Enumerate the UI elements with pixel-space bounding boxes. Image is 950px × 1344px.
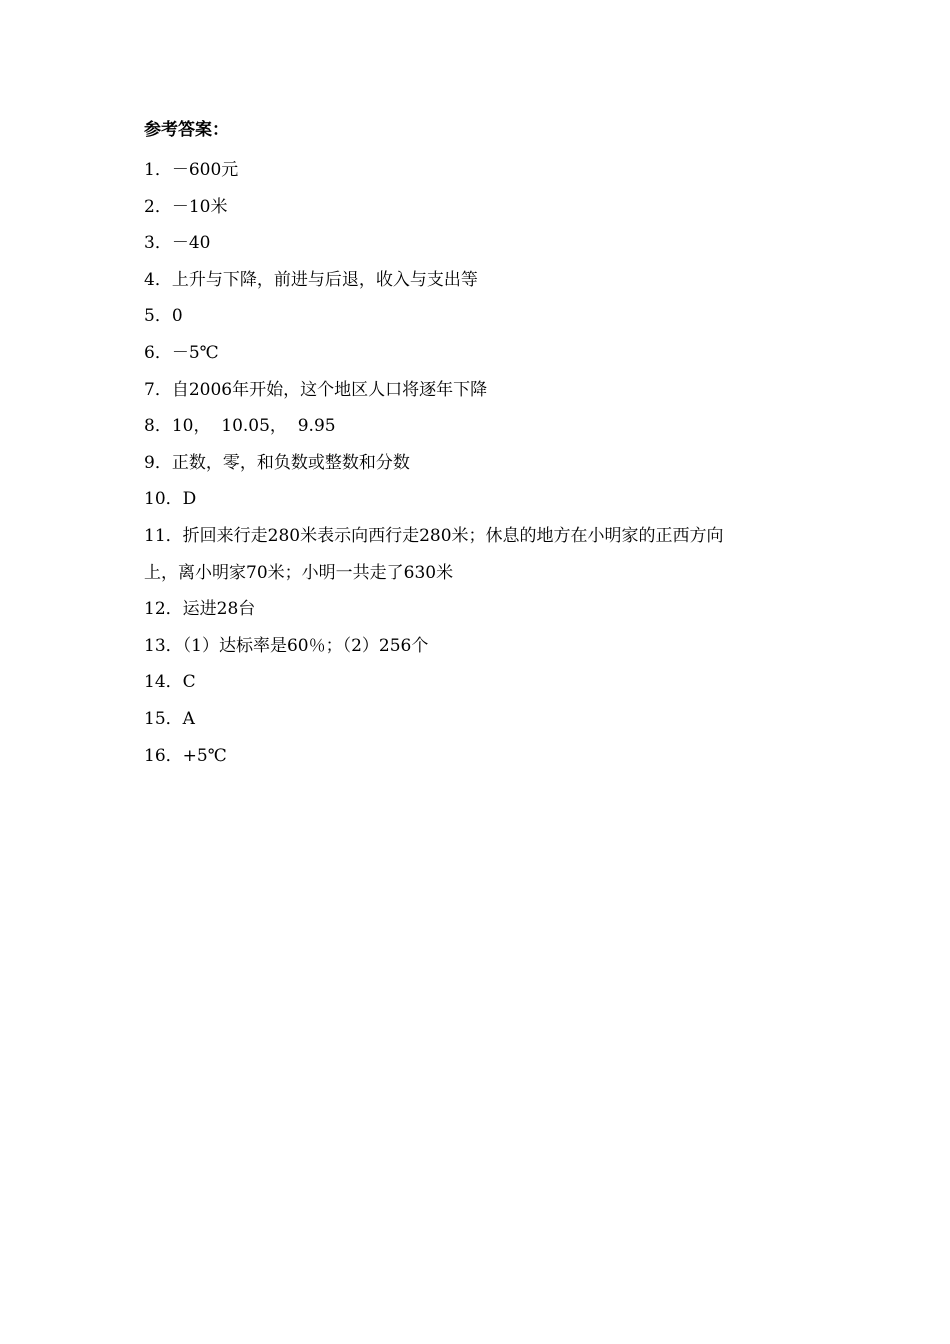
answer-text: （1）达标率是60％；（2）256个 (182, 635, 429, 656)
answer-item (144, 372, 814, 409)
answer-separator: ． (165, 635, 183, 656)
answer-item (144, 335, 814, 372)
answer-item (144, 628, 814, 665)
answer-item (144, 481, 814, 518)
answer-text: A (182, 708, 195, 729)
answer-number: 1 (144, 160, 155, 180)
answer-item (144, 298, 814, 335)
answer-number: 3 (144, 233, 155, 254)
answer-separator: ． (165, 745, 183, 766)
answer-text: 0 (171, 306, 183, 327)
answer-text: －600元 (171, 160, 239, 180)
answer-item (144, 591, 814, 628)
answer-text: 上升与下降，前进与后退，收入与支出等 (171, 269, 478, 290)
answer-text: 折回来行走280米表示向西行走280米；休息的地方在小明家的正西方向 (182, 525, 724, 546)
answer-number: 4 (144, 269, 155, 290)
answer-text: －5℃ (171, 342, 219, 363)
answer-text: C (182, 672, 196, 693)
answer-item (144, 189, 814, 226)
answer-separator: ． (165, 489, 183, 510)
answer-key-heading: 参考答案： (144, 120, 229, 140)
answer-item (144, 225, 814, 262)
answer-list (144, 152, 814, 774)
answer-key (144, 116, 814, 774)
answer-number: 15 (144, 708, 166, 729)
answer-separator: ． (154, 233, 172, 254)
answer-text: D (182, 489, 197, 510)
answer-text: 运进28台 (182, 599, 256, 620)
answer-separator: ． (165, 599, 183, 620)
answer-item (144, 664, 814, 701)
answer-text: －10米 (171, 196, 228, 217)
answer-text: 自2006年开始，这个地区人口将逐年下降 (171, 379, 488, 400)
answer-number: 12 (144, 599, 166, 620)
answer-number: 16 (144, 745, 166, 766)
answer-number: 11 (144, 525, 166, 546)
answer-number: 2 (144, 196, 155, 217)
answer-number: 9 (144, 452, 155, 473)
answer-item (144, 518, 814, 591)
answer-item (144, 701, 814, 738)
answer-separator: ． (154, 269, 172, 290)
answer-number: 7 (144, 379, 155, 400)
answer-number: 13 (144, 635, 166, 656)
answer-text: +5℃ (182, 745, 227, 766)
answer-separator: ． (154, 196, 172, 217)
answer-separator: ． (154, 416, 172, 437)
answer-text: －40 (171, 233, 211, 254)
answer-number: 5 (144, 306, 155, 327)
answer-separator: ． (154, 379, 172, 400)
answer-item (144, 408, 814, 445)
answer-separator: ． (154, 342, 172, 363)
answer-number: 8 (144, 416, 155, 437)
answer-text: 10， 10.05， 9.95 (171, 416, 336, 437)
answer-separator: ． (165, 525, 183, 546)
answer-separator: ． (154, 306, 172, 327)
answer-separator: ． (165, 672, 183, 693)
answer-item (144, 262, 814, 299)
answer-separator: ． (154, 160, 172, 180)
answer-number: 6 (144, 342, 155, 363)
answer-item (144, 738, 814, 775)
answer-separator: ． (154, 452, 172, 473)
answer-text-continued: 上，离小明家70米；小明一共走了630米 (144, 562, 454, 583)
answer-separator: ． (165, 708, 183, 729)
answer-number: 10 (144, 489, 166, 510)
answer-item (144, 445, 814, 482)
answer-item (144, 152, 814, 189)
answer-text: 正数，零，和负数或整数和分数 (171, 452, 410, 473)
answer-number: 14 (144, 672, 166, 693)
